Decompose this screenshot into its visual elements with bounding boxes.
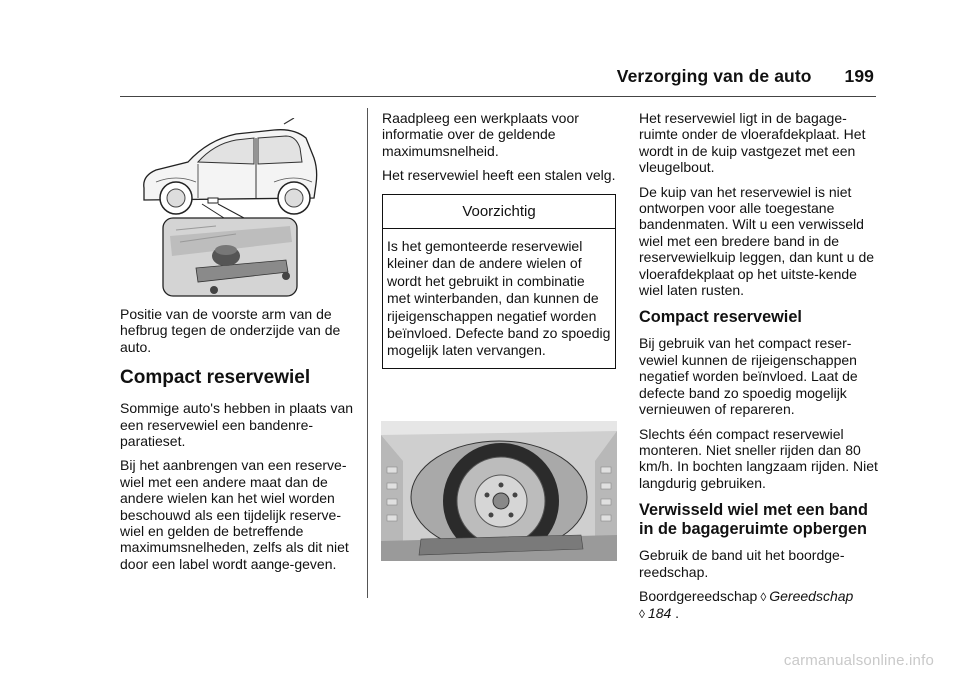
reference-link-tools[interactable]: Gereedschap <box>769 587 854 604</box>
header-rule <box>120 96 876 97</box>
spare-wheel-illustration <box>381 421 617 561</box>
paragraph: Sommige auto's hebben in plaats van een reservewiel een bandenre-paratieset. <box>120 400 354 450</box>
reference-text: Boordgereedschap <box>639 587 758 604</box>
reference-arrow-icon: ◊ <box>639 607 645 622</box>
reference-page-link[interactable]: 184 <box>647 605 672 622</box>
paragraph: Bij het aanbrengen van een reserve-wiel met een andere maat dan de andere wielen kan het wiel worden beschouwd als een tijdelijk reserve-wiel en gelden de betreffende maximumsnelheden, zelfs als dit niet door een label wordt aange-geven. <box>120 457 349 572</box>
column-middle <box>382 110 618 369</box>
column-left <box>120 306 356 580</box>
paragraph: Bij gebruik van het compact reser-vewiel kunnen de rijeigenschappen negatief worden beïnvloed. Laat de defecte band zo spoedig mogelijk vernieuwen of repareren. <box>639 335 858 418</box>
reference-arrow-icon: ◊ <box>760 589 767 604</box>
figure-caption: Positie van de voorste arm van de hefbrug tegen de onderzijde van de auto. <box>120 306 341 355</box>
paragraph: Het reservewiel ligt in de bagage-ruimte onder de vloerafdekplaat. Het wordt in de kuip vastgezet met een vleugelbout. <box>639 110 866 176</box>
section-heading-stowing-wheel: Verwisseld wiel met een band in de bagageruimte opbergen <box>639 501 868 539</box>
watermark: carmanualsonline.info <box>783 652 934 669</box>
paragraph: Het reservewiel heeft een stalen velg. <box>382 167 616 184</box>
period: . <box>671 605 680 622</box>
paragraph: Raadpleeg een werkplaats voor informatie over de geldende maximumsnelheid. <box>382 110 579 159</box>
header-title: Verzorging van de auto <box>616 66 812 86</box>
car-lift-illustration <box>136 118 326 300</box>
section-heading-compact-spare: Compact reservewiel <box>120 367 311 389</box>
caution-box <box>382 194 616 369</box>
section-heading-compact-spare-2: Compact reservewiel <box>639 308 802 327</box>
column-divider <box>367 108 368 598</box>
paragraph: Gebruik de band uit het boordge-reedschap. <box>639 547 845 580</box>
paragraph: De kuip van het reservewiel is niet ontworpen voor alle toegestane bandenmaten. Wilt u een verwisseld wiel met een bredere band in de reservewielkuip leggen, dan kunt u de vloerafdekplaat op het uitste-kende wiel laten rusten. <box>639 183 875 299</box>
page-header <box>0 66 874 87</box>
cross-reference-paragraph <box>639 588 879 623</box>
caution-title: Voorzichtig <box>383 195 615 229</box>
page-number: 199 <box>844 66 874 86</box>
column-right <box>639 110 879 631</box>
caution-text: Is het gemonteerde reservewiel kleiner dan de andere wielen of wordt het gebruikt in combinatie met winterbanden, dan kunnen de rijeigenschappen negatief worden beïnvloed. Defecte band zo spoedig mogelijk laten vervangen. <box>387 238 611 359</box>
paragraph: Slechts één compact reservewiel monteren. Niet sneller rijden dan 80 km/h. In bochten langzaam rijden. Niet langdurig gebruiken. <box>639 425 878 491</box>
